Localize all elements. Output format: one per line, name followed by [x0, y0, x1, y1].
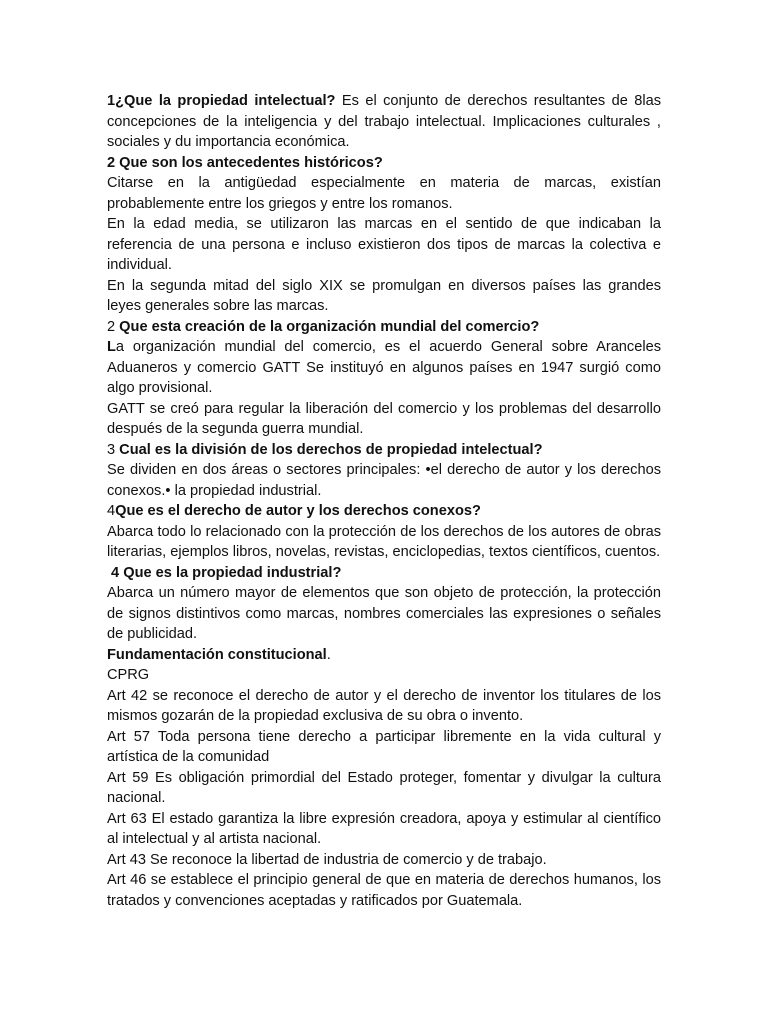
paragraph: Abarca todo lo relacionado con la protección de los derechos de los autores de obras literarias, ejemplos libros, novelas, revistas, enciclopedias, textos científicos, cuentos.: [107, 523, 661, 560]
question-heading: ¿Que la propiedad intelectual?: [115, 93, 336, 109]
paragraph: Se dividen en dos áreas o sectores principales: •el derecho de autor y los derechos conexos.• la propiedad industrial.: [107, 462, 661, 499]
heading-q5: [107, 501, 661, 522]
question-heading: Que esta creación de la organización mundial del comercio?: [119, 318, 540, 335]
heading-q4: [107, 440, 661, 461]
question-number: 1: [107, 93, 116, 109]
paragraph: GATT se creó para regular la liberación del comercio y los problemas del desarrollo después de la segunda guerra mundial.: [107, 400, 661, 437]
question-heading: Que es el derecho de autor y los derechos conexos?: [115, 503, 481, 519]
section-heading: Fundamentación constitucional.: [107, 646, 331, 663]
paragraph: En la edad media, se utilizaron las marcas en el sentido de que indicaban la referencia de una persona e incluso existieron dos tipos de marcas la colectiva e individual.: [107, 216, 661, 273]
paragraph: Citarse en la antigüedad especialmente en materia de marcas, existían probablemente entre los griegos y entre los romanos.: [107, 175, 661, 212]
question-number: 2: [107, 318, 120, 335]
article-paragraph: Art 46 se establece el principio general de que en materia de derechos humanos, los tratados y convenciones aceptadas y ratificados por Guatemala.: [107, 872, 661, 909]
question-number: 4: [107, 503, 116, 519]
article-paragraph: Art 57 Toda persona tiene derecho a participar libremente en la vida cultural y artística de la comunidad: [107, 728, 661, 765]
article-paragraph: Art 63 El estado garantiza la libre expresión creadora, apoya y estimular al científico al intelectual y al artista nacional.: [107, 810, 661, 847]
answer-text: Es el conjunto de derechos resultantes de 8las concepciones de la inteligencia y del trabajo intelectual. Implicaciones culturales , sociales y du importancia económica.: [107, 93, 661, 150]
document-page: [107, 91, 661, 911]
question-number: 3: [107, 441, 120, 458]
heading-q2: 2 Que son los antecedentes históricos?: [107, 154, 383, 171]
paragraph: Abarca un número mayor de elementos que son objeto de protección, la protección de signos distintivos como marcas, nombres comerciales las expresiones o señales de publicidad.: [107, 585, 661, 642]
heading-q6: 4 Que es la propiedad industrial?: [107, 564, 342, 581]
paragraph: CPRG: [107, 667, 150, 683]
paragraph-q1: [107, 91, 661, 153]
question-heading: Cual es la división de los derechos de propiedad intelectual?: [119, 441, 543, 458]
paragraph: La organización mundial del comercio, es el acuerdo General sobre Aranceles Aduaneros y comercio GATT Se instituyó en algunos países en 1947 surgió como algo provisional.: [107, 339, 661, 396]
article-paragraph: Art 43 Se reconoce la libertad de industria de comercio y de trabajo.: [107, 851, 547, 868]
lead-letter: L: [107, 339, 116, 355]
heading-q3: [107, 317, 661, 338]
article-paragraph: Art 42 se reconoce el derecho de autor y el derecho de inventor los titulares de los mismos gozarán de la propiedad exclusiva de su obra o invento.: [107, 687, 661, 724]
paragraph: En la segunda mitad del siglo XIX se promulgan en diversos países las grandes leyes generales sobre las marcas.: [107, 277, 661, 314]
article-paragraph: Art 59 Es obligación primordial del Estado proteger, fomentar y divulgar la cultura nacional.: [107, 769, 661, 806]
